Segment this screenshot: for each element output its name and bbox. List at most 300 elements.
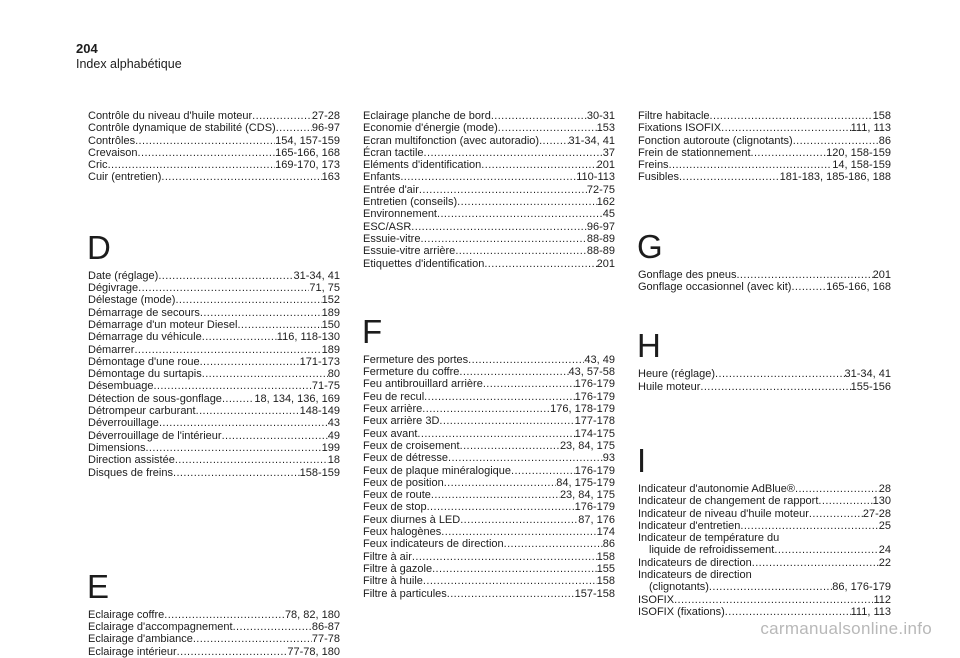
entry-term: Eclairage planche de bord: [363, 110, 491, 122]
entry-pages: 22: [878, 556, 891, 569]
section-letter: I: [637, 441, 647, 479]
dot-leader: [153, 380, 311, 392]
entry-pages: 155: [596, 562, 615, 575]
entry-pages: 158: [596, 550, 615, 563]
index-section: [88, 569, 340, 658]
entry-pages: 155-156: [850, 380, 891, 393]
dot-leader: [441, 526, 596, 538]
entry-term: Indicateurs de direction: [638, 556, 752, 569]
index-entry: [363, 501, 615, 513]
index-entry: [88, 122, 340, 134]
entry-term: Feu de recul: [363, 390, 425, 403]
entry-term: Filtre à particules: [363, 587, 447, 600]
index-entry: [638, 520, 891, 532]
entry-pages: 49: [327, 429, 340, 442]
dot-leader: [439, 415, 574, 427]
entry-pages: 77-78: [311, 633, 340, 646]
index-entry: [88, 294, 340, 306]
dot-leader: [175, 454, 328, 466]
index-entry: [363, 489, 615, 501]
entry-pages: 189: [321, 306, 340, 319]
index-section: [88, 110, 340, 184]
watermark: carmanualsonline.info: [760, 619, 932, 638]
dot-leader: [669, 159, 833, 171]
entry-pages: 153: [596, 122, 615, 135]
dot-leader: [710, 110, 873, 122]
dot-leader: [448, 452, 603, 464]
index-entry: [88, 331, 340, 343]
entry-pages: 116, 118-130: [276, 331, 340, 344]
index-entry: [363, 159, 615, 171]
entry-term: Filtre à air: [363, 550, 412, 563]
entry-pages: 152: [321, 294, 340, 307]
entry-pages: 43, 57-58: [568, 366, 615, 379]
dot-leader: [491, 110, 587, 122]
entry-pages: 176-179: [574, 378, 615, 391]
index-entry: [88, 609, 340, 621]
entry-term: Feux de position: [363, 476, 444, 489]
index-entry: [638, 281, 891, 293]
index-column-1: [88, 110, 340, 658]
index-entry: [363, 415, 615, 427]
entry-term: Filtre à huile: [363, 575, 423, 588]
entry-term: Fermeture des portes: [363, 353, 469, 366]
entry-term: ISOFIX (fixations): [638, 605, 725, 618]
entry-term: ISOFIX: [638, 593, 675, 606]
entry-pages: 148-149: [299, 405, 340, 418]
index-entry: [363, 526, 615, 538]
entry-pages: 162: [596, 196, 615, 209]
entry-term: Démarrage d'un moteur Diesel: [88, 318, 238, 331]
dot-leader: [164, 609, 285, 621]
section-letter: E: [87, 567, 110, 605]
index-entry: [363, 221, 615, 233]
entry-pages: 86-87: [311, 621, 340, 634]
index-entry: [638, 606, 891, 618]
entry-pages: 96-97: [311, 122, 340, 135]
index-section: [363, 110, 615, 270]
dot-leader: [200, 307, 322, 319]
dot-leader: [809, 508, 863, 520]
entry-term: Eclairage d'ambiance: [88, 633, 193, 646]
index-entry: [88, 135, 340, 147]
dot-leader: [447, 588, 575, 600]
index-entry: [638, 594, 891, 606]
entry-pages: 130: [872, 495, 891, 508]
dot-leader: [177, 646, 288, 658]
index-entry: [638, 581, 891, 593]
dot-leader: [222, 430, 328, 442]
index-entry: [638, 381, 891, 393]
dot-leader: [419, 184, 587, 196]
entry-term: Disques de freins: [88, 466, 173, 479]
dot-leader: [161, 171, 321, 183]
index-entry: [363, 378, 615, 390]
entry-term: Démontage d'une roue: [88, 355, 200, 368]
entry-term: Démarrage de secours: [88, 306, 200, 319]
index-entry: [88, 368, 340, 380]
entry-pages: 176-179: [574, 464, 615, 477]
index-entry: [88, 159, 340, 171]
dot-leader: [795, 483, 879, 495]
entry-pages: 37: [602, 146, 615, 159]
entry-term: Environnement: [363, 208, 437, 221]
dot-leader: [417, 428, 574, 440]
index-column-2: [363, 110, 615, 600]
dot-leader: [468, 354, 584, 366]
entry-pages: 31-34, 41: [293, 269, 340, 282]
index-entry: [638, 368, 891, 380]
index-entry: [638, 159, 891, 171]
index-entry: [638, 557, 891, 569]
index-section: [363, 314, 615, 600]
entry-term: Etiquettes d'identification: [363, 257, 485, 270]
entry-term: Entretien (conseils): [363, 196, 458, 209]
index-entry: [88, 270, 340, 282]
entry-term: Huile moteur: [638, 380, 701, 393]
entry-term: Feux de stop: [363, 501, 427, 514]
index-entry: [88, 430, 340, 442]
entry-term: Feux de détresse: [363, 452, 448, 465]
dot-leader: [138, 147, 276, 159]
dot-leader: [412, 551, 597, 563]
entry-pages: 201: [872, 268, 891, 281]
index-entry: [363, 391, 615, 403]
entry-term: Feux de croisement: [363, 439, 460, 452]
entry-pages: 86: [878, 134, 891, 147]
index-entry: [638, 495, 891, 507]
entry-term: Feux halogènes: [363, 526, 442, 539]
entry-pages: 174: [596, 526, 615, 539]
index-entry: [363, 563, 615, 575]
entry-term: Feu antibrouillard arrière: [363, 378, 483, 391]
entry-pages: 84, 175-179: [556, 476, 615, 489]
index-entry: [88, 417, 340, 429]
dot-leader: [455, 245, 587, 257]
index-entry: [363, 135, 615, 147]
entry-pages: 163: [321, 171, 340, 184]
dot-leader: [459, 366, 568, 378]
entry-term: Fonction autoroute (clignotants): [638, 134, 793, 147]
index-entry: [88, 633, 340, 645]
index-entry: [638, 122, 891, 134]
entry-term: liquide de refroidissement: [649, 544, 775, 557]
entry-term: ESC/ASR: [363, 220, 412, 233]
dot-leader: [196, 405, 300, 417]
dot-leader: [173, 467, 300, 479]
dot-leader: [411, 221, 587, 233]
dot-leader: [233, 621, 312, 633]
index-entry: [363, 110, 615, 122]
index-entry: [88, 319, 340, 331]
entry-term: Contrôle du niveau d'huile moteur: [88, 110, 253, 122]
dot-leader: [108, 159, 276, 171]
entry-term: Fermeture du coffre: [363, 366, 460, 379]
entry-term: Filtre habitacle: [638, 110, 710, 122]
entry-term: Date (réglage): [88, 269, 159, 282]
entry-term: Démarrage du véhicule: [88, 331, 202, 344]
index-entry: [88, 405, 340, 417]
section-letter: D: [87, 228, 111, 266]
entry-pages: 177-178: [574, 415, 615, 428]
index-entry: [363, 588, 615, 600]
section-letter: H: [637, 327, 661, 365]
entry-pages: 72-75: [586, 183, 615, 196]
index-entry: [638, 483, 891, 495]
index-entry: [363, 147, 615, 159]
dot-leader: [736, 269, 872, 281]
index-entry: [88, 282, 340, 294]
dot-leader: [539, 135, 568, 147]
dot-leader: [774, 544, 878, 556]
index-entry: [638, 544, 891, 556]
entry-pages: 80: [327, 368, 340, 381]
entry-term: Eclairage coffre: [88, 608, 165, 621]
index-entry: [363, 551, 615, 563]
dot-leader: [460, 514, 578, 526]
index-entry: [88, 454, 340, 466]
entry-term: Essuie-vitre arrière: [363, 245, 456, 258]
entry-pages: 28: [878, 482, 891, 495]
dot-leader: [138, 282, 309, 294]
index-column-3: [638, 110, 891, 618]
index-entry: [88, 147, 340, 159]
entry-term: Feux avant: [363, 427, 418, 440]
entry-pages: 154, 157-159: [275, 134, 340, 147]
entry-pages: 31-34, 41: [844, 368, 891, 381]
entry-term: Indicateurs de direction: [638, 569, 752, 582]
index-entry: [363, 208, 615, 220]
dot-leader: [427, 501, 575, 513]
index-entry: [363, 452, 615, 464]
entry-term: Démarrer: [88, 343, 135, 356]
index-entry: [363, 233, 615, 245]
dot-leader: [791, 281, 826, 293]
entry-pages: 112: [873, 593, 891, 606]
entry-term: Entrée d'air: [363, 183, 419, 196]
entry-pages: 27-28: [311, 110, 340, 122]
entry-term: Cric: [88, 159, 108, 172]
entry-pages: 23, 84, 175: [559, 439, 615, 452]
entry-term: Economie d'énergie (mode): [363, 122, 498, 135]
entry-term: Freins: [638, 159, 669, 172]
index-entry: [88, 171, 340, 183]
index-section: [638, 110, 891, 184]
entry-pages: 201: [596, 159, 615, 172]
entry-pages: 189: [321, 343, 340, 356]
entry-pages: 96-97: [586, 220, 615, 233]
dot-leader: [252, 110, 312, 122]
index-section: [638, 443, 891, 618]
index-entry: [638, 508, 891, 520]
dot-leader: [158, 270, 293, 282]
index-entry: [638, 171, 891, 183]
entry-term: Fusibles: [638, 171, 679, 184]
entry-pages: 110-113: [576, 171, 615, 184]
entry-term: Délestage (mode): [88, 294, 176, 307]
index-entry: [363, 196, 615, 208]
entry-pages: 120, 158-159: [826, 146, 891, 159]
dot-leader: [679, 171, 780, 183]
index-entry: [638, 532, 891, 544]
index-entry: [88, 344, 340, 356]
dot-leader: [202, 331, 277, 343]
dot-leader: [159, 417, 328, 429]
dot-leader: [818, 495, 872, 507]
entry-pages: 165-166, 168: [275, 146, 340, 159]
entry-pages: 176, 178-179: [550, 403, 615, 416]
index-entry: [638, 569, 891, 581]
entry-term: Contrôles: [88, 134, 136, 147]
dot-leader: [431, 489, 560, 501]
entry-term: Fixations ISOFIX: [638, 122, 722, 135]
index-entry: [88, 442, 340, 454]
dot-leader: [422, 403, 550, 415]
entry-term: Enfants: [363, 171, 401, 184]
dot-leader: [424, 147, 603, 159]
dot-leader: [135, 135, 275, 147]
entry-term: Direction assistée: [88, 454, 175, 467]
entry-pages: 25: [878, 519, 891, 532]
entry-pages: 45: [602, 208, 615, 221]
dot-leader: [457, 196, 596, 208]
entry-pages: 88-89: [586, 245, 615, 258]
dot-leader: [751, 147, 827, 159]
dot-leader: [511, 465, 575, 477]
index-entry: [363, 354, 615, 366]
entry-term: Ecran multifonction (avec autoradio): [363, 134, 540, 147]
dot-leader: [752, 557, 879, 569]
dot-leader: [444, 477, 557, 489]
entry-term: Détection de sous-gonflage: [88, 392, 222, 405]
index-entry: [88, 380, 340, 392]
index-entry: [88, 356, 340, 368]
entry-term: Indicateur de changement de rapport: [638, 495, 819, 508]
dot-leader: [460, 440, 560, 452]
index-entry: [363, 171, 615, 183]
dot-leader: [432, 563, 597, 575]
entry-pages: 87, 176: [578, 513, 615, 526]
index-entry: [363, 403, 615, 415]
index-entry: [363, 184, 615, 196]
dot-leader: [725, 606, 851, 618]
dot-leader: [504, 538, 603, 550]
entry-term: Dimensions: [88, 441, 146, 454]
entry-pages: 111, 113: [850, 122, 891, 135]
dot-leader: [498, 122, 597, 134]
entry-pages: 18: [327, 454, 340, 467]
dot-leader: [674, 594, 873, 606]
entry-pages: 201: [596, 257, 615, 270]
index-entry: [88, 307, 340, 319]
entry-pages: 93: [602, 452, 615, 465]
entry-term: Indicateur de température du: [638, 532, 780, 545]
dot-leader: [237, 319, 321, 331]
index-entry: [363, 575, 615, 587]
entry-pages: 176-179: [574, 390, 615, 403]
index-entry: [363, 477, 615, 489]
entry-term: Feux indicateurs de direction: [363, 538, 504, 551]
entry-term: Désembuage: [88, 380, 154, 393]
dot-leader: [202, 368, 328, 380]
entry-term: Indicateur d'entretien: [638, 519, 741, 532]
entry-pages: 158-159: [299, 466, 340, 479]
index-entry: [363, 428, 615, 440]
index-section: [638, 328, 891, 393]
dot-leader: [222, 393, 254, 405]
entry-term: Gonflage occasionnel (avec kit): [638, 281, 792, 294]
dot-leader: [793, 135, 879, 147]
entry-pages: 43: [327, 417, 340, 430]
dot-leader: [481, 159, 596, 171]
dot-leader: [700, 381, 850, 393]
index-entry: [638, 110, 891, 122]
index-entry: [638, 135, 891, 147]
index-section: [88, 230, 340, 479]
dot-leader: [193, 633, 312, 645]
entry-pages: 30-31: [586, 110, 615, 122]
dot-leader: [145, 442, 321, 454]
index-section: [638, 229, 891, 294]
entry-pages: 171-173: [299, 355, 340, 368]
dot-leader: [424, 391, 574, 403]
entry-pages: 199: [321, 441, 340, 454]
entry-pages: 71, 75: [309, 282, 340, 295]
entry-pages: 23, 84, 175: [559, 489, 615, 502]
entry-pages: 88-89: [586, 232, 615, 245]
index-entry: [363, 366, 615, 378]
index-entry: [363, 440, 615, 452]
dot-leader: [400, 171, 576, 183]
entry-term: Indicateur d'autonomie AdBlue®: [638, 482, 795, 495]
entry-pages: 169-170, 173: [275, 159, 340, 172]
index-entry: [363, 258, 615, 270]
entry-term: Détrompeur carburant: [88, 405, 196, 418]
entry-pages: 111, 113: [850, 605, 891, 618]
entry-pages: 27-28: [862, 507, 891, 520]
dot-leader: [484, 258, 596, 270]
entry-pages: 24: [878, 544, 891, 557]
entry-pages: 158: [872, 110, 891, 122]
entry-term: Eléments d'identification: [363, 159, 482, 172]
index-entry: [638, 269, 891, 281]
section-letter: G: [637, 227, 663, 265]
dot-leader: [420, 233, 586, 245]
entry-term: Eclairage intérieur: [88, 645, 177, 658]
dot-leader: [715, 368, 844, 380]
entry-term: (clignotants): [649, 581, 709, 594]
entry-pages: 176-179: [574, 501, 615, 514]
page-number: 204: [76, 41, 98, 56]
dot-leader: [709, 581, 832, 593]
entry-term: Feux arrière: [363, 403, 423, 416]
entry-term: Démontage du surtapis: [88, 368, 202, 381]
entry-pages: 14, 158-159: [832, 159, 891, 172]
dot-leader: [134, 344, 321, 356]
entry-pages: 31-34, 41: [568, 134, 615, 147]
dot-leader: [175, 294, 321, 306]
index-entry: [363, 465, 615, 477]
entry-pages: 71-75: [311, 380, 340, 393]
entry-term: Frein de stationnement: [638, 146, 751, 159]
entry-pages: 157-158: [574, 587, 615, 600]
entry-pages: 174-175: [574, 427, 615, 440]
index-entry: [88, 621, 340, 633]
entry-term: Gonflage des pneus: [638, 268, 737, 281]
entry-term: Feux arrière 3D: [363, 415, 440, 428]
index-entry: [363, 245, 615, 257]
index-entry: [638, 147, 891, 159]
